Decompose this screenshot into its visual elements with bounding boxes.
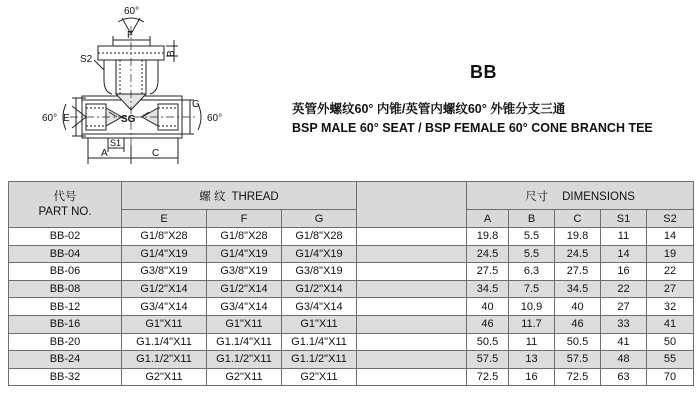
bottom-dimensions — [88, 138, 178, 164]
thread-f-cell: G2"X11 — [207, 368, 282, 386]
dim-b-cell: 5.5 — [509, 228, 555, 246]
dim-s1-cell: 27 — [601, 298, 647, 316]
col-g-header: G — [282, 210, 357, 228]
table-row — [9, 315, 694, 333]
thread-f-cell: G1/8"X28 — [207, 228, 282, 246]
tee-fitting-drawing — [0, 0, 260, 178]
angle-left-label: 60° — [42, 113, 58, 124]
blank-cell — [357, 298, 467, 316]
dim-s1-cell: 14 — [601, 245, 647, 263]
thread-g-cell: G1/4"X19 — [282, 245, 357, 263]
part-cell: BB-12 — [9, 298, 122, 316]
part-cell: BB-02 — [9, 228, 122, 246]
dim-s2-cell: 27 — [647, 280, 694, 298]
dimensions-header — [467, 182, 694, 210]
dim-s1-cell: 16 — [601, 263, 647, 281]
col-a-header: A — [467, 210, 509, 228]
dim-a-cell: 24.5 — [467, 245, 509, 263]
dim-s2-cell: 22 — [647, 263, 694, 281]
thread-e-cell: G1/2"X14 — [122, 280, 207, 298]
part-cell: BB-20 — [9, 333, 122, 351]
dim-b-cell: 5.5 — [509, 245, 555, 263]
dim-s1-cell: 22 — [601, 280, 647, 298]
part-no-header — [9, 182, 122, 228]
part-cell: BB-24 — [9, 351, 122, 369]
sg-mark: SG — [121, 114, 136, 125]
dim-s1-cell: 11 — [601, 228, 647, 246]
dim-c-cell: 19.8 — [555, 228, 601, 246]
thread-e-cell: G2"X11 — [122, 368, 207, 386]
part-cell: BB-32 — [9, 368, 122, 386]
product-code: BB — [470, 62, 497, 82]
dim-b-cell: 7.5 — [509, 280, 555, 298]
thread-g-cell: G3/8"X19 — [282, 263, 357, 281]
dim-a-label: A — [101, 148, 108, 159]
dim-c-cell: 50.5 — [555, 333, 601, 351]
dim-s2-cell: 19 — [647, 245, 694, 263]
table-row — [9, 351, 694, 369]
thread-f-cell: G3/4"X14 — [207, 298, 282, 316]
blank-cell — [357, 228, 467, 246]
dim-a-cell: 34.5 — [467, 280, 509, 298]
product-title-en: BSP MALE 60° SEAT / BSP FEMALE 60° CONE BRANCH TEE — [292, 121, 653, 135]
thread-f-cell: G1"X11 — [207, 315, 282, 333]
dim-a-cell: 19.8 — [467, 228, 509, 246]
blank-header — [357, 182, 467, 228]
dim-s1-cell: 48 — [601, 351, 647, 369]
blank-cell — [357, 245, 467, 263]
dim-f-label: F — [127, 30, 134, 41]
thread-g-cell: G1/2"X14 — [282, 280, 357, 298]
dim-s2-cell: 50 — [647, 333, 694, 351]
table-row — [9, 368, 694, 386]
part-cell: BB-08 — [9, 280, 122, 298]
thread-f-cell: G1.1/4"X11 — [207, 333, 282, 351]
thread-e-cell: G1/8"X28 — [122, 228, 207, 246]
blank-cell — [357, 263, 467, 281]
col-f-header: F — [207, 210, 282, 228]
dim-s1-cell: 63 — [601, 368, 647, 386]
dimensions-header-en: DIMENSIONS — [562, 190, 635, 203]
dim-a-cell: 40 — [467, 298, 509, 316]
dim-c-cell: 27.5 — [555, 263, 601, 281]
part-cell: BB-06 — [9, 263, 122, 281]
dim-s2-cell: 55 — [647, 351, 694, 369]
part-cell: BB-04 — [9, 245, 122, 263]
col-s2-header: S2 — [647, 210, 694, 228]
dim-a-cell: 46 — [467, 315, 509, 333]
blank-cell — [357, 333, 467, 351]
angle-top-label: 60° — [124, 6, 140, 17]
dim-a-cell: 27.5 — [467, 263, 509, 281]
col-s1-header: S1 — [601, 210, 647, 228]
blank-cell — [357, 351, 467, 369]
dim-s2-label: S2 — [80, 54, 93, 65]
table-row — [9, 228, 694, 246]
dim-a-cell: 50.5 — [467, 333, 509, 351]
dim-e-label: E — [63, 113, 70, 124]
thread-header-en: THREAD — [231, 190, 279, 203]
thread-e-cell: G3/8"X19 — [122, 263, 207, 281]
dim-b-label: B — [166, 50, 177, 57]
header-row-1 — [9, 182, 694, 210]
dim-c-cell: 24.5 — [555, 245, 601, 263]
thread-f-cell: G3/8"X19 — [207, 263, 282, 281]
thread-header-cn: 螺 纹 — [199, 190, 226, 203]
thread-g-cell: G1/8"X28 — [282, 228, 357, 246]
dim-c-label: C — [152, 148, 160, 159]
table-row — [9, 263, 694, 281]
dim-c-cell: 57.5 — [555, 351, 601, 369]
part-no-header-cn: 代号 — [53, 190, 77, 203]
product-title-cn: 英管外螺纹60° 内锥/英管内螺纹60° 外锥分支三通 — [292, 102, 566, 116]
dim-a-cell: 72.5 — [467, 368, 509, 386]
angle-right-label: 60° — [207, 113, 223, 124]
dim-b-cell: 10.9 — [509, 298, 555, 316]
part-no-header-en: PART NO. — [38, 205, 92, 218]
tee-body — [70, 26, 196, 145]
thread-e-cell: G1/4"X19 — [122, 245, 207, 263]
dim-c-cell: 46 — [555, 315, 601, 333]
dim-b-cell: 16 — [509, 368, 555, 386]
thread-g-cell: G2"X11 — [282, 368, 357, 386]
thread-g-cell: G1.1/4"X11 — [282, 333, 357, 351]
dim-s2-cell: 70 — [647, 368, 694, 386]
col-b-header: B — [509, 210, 555, 228]
table-row — [9, 333, 694, 351]
thread-e-cell: G1.1/4"X11 — [122, 333, 207, 351]
thread-e-cell: G3/4"X14 — [122, 298, 207, 316]
dim-g-label: G — [192, 99, 200, 110]
thread-f-cell: G1/4"X19 — [207, 245, 282, 263]
dim-s2-cell: 41 — [647, 315, 694, 333]
thread-header — [122, 182, 357, 210]
blank-cell — [357, 315, 467, 333]
dimension-b — [166, 40, 178, 62]
thread-g-cell: G1.1/2"X11 — [282, 351, 357, 369]
thread-e-cell: G1.1/2"X11 — [122, 351, 207, 369]
dim-s2-cell: 32 — [647, 298, 694, 316]
col-c-header: C — [555, 210, 601, 228]
blank-cell — [357, 280, 467, 298]
dim-b-cell: 11 — [509, 333, 555, 351]
right-cone-angle — [198, 104, 222, 130]
thread-g-cell: G1"X11 — [282, 315, 357, 333]
dimension-g — [182, 99, 200, 134]
dim-a-cell: 57.5 — [467, 351, 509, 369]
table-row — [9, 298, 694, 316]
part-cell: BB-16 — [9, 315, 122, 333]
table-row — [9, 280, 694, 298]
dim-s1-label: S1 — [110, 138, 122, 148]
table-row — [9, 245, 694, 263]
spec-table — [8, 181, 694, 386]
dim-c-cell: 72.5 — [555, 368, 601, 386]
dimensions-header-cn: 尺寸 — [525, 190, 549, 203]
dim-s2-cell: 14 — [647, 228, 694, 246]
col-e-header: E — [122, 210, 207, 228]
dim-c-cell: 34.5 — [555, 280, 601, 298]
dim-b-cell: 6.3 — [509, 263, 555, 281]
dim-c-cell: 40 — [555, 298, 601, 316]
thread-f-cell: G1.1/2"X11 — [207, 351, 282, 369]
thread-e-cell: G1"X11 — [122, 315, 207, 333]
dimension-f — [113, 30, 150, 48]
blank-cell — [357, 368, 467, 386]
dim-b-cell: 13 — [509, 351, 555, 369]
dim-b-cell: 11.7 — [509, 315, 555, 333]
dim-s1-cell: 41 — [601, 333, 647, 351]
thread-g-cell: G3/4"X14 — [282, 298, 357, 316]
thread-f-cell: G1/2"X14 — [207, 280, 282, 298]
dim-s1-cell: 33 — [601, 315, 647, 333]
